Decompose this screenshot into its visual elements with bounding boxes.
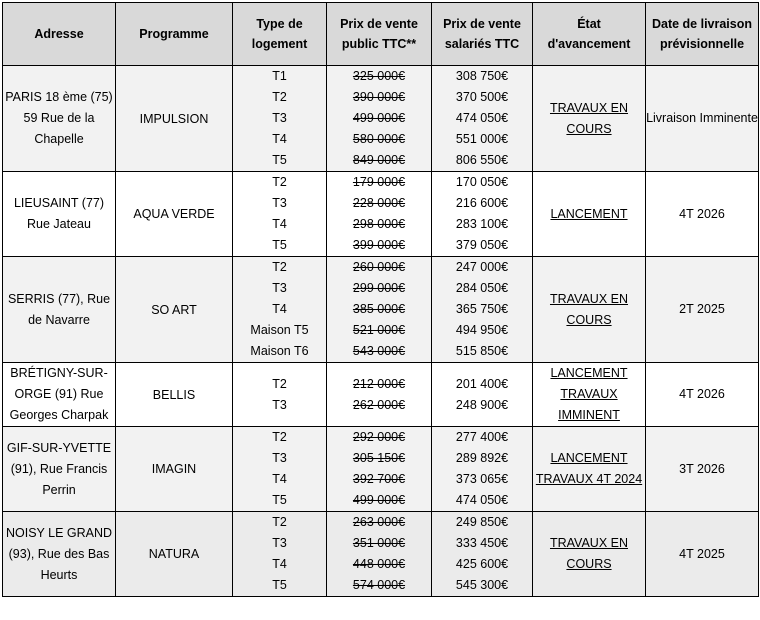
prix-public-value: 580 000€ <box>352 132 406 146</box>
cell-prix-public <box>327 66 432 172</box>
cell-adresse: BRÉTIGNY-SUR-ORGE (91) Rue Georges Charpak <box>3 363 116 427</box>
prix-salaries-value: 474 050€ <box>455 111 509 125</box>
cell-etat <box>533 363 646 427</box>
type-value: Maison T6 <box>250 344 309 358</box>
type-value: Maison T5 <box>250 323 309 337</box>
prix-public-value: 499 000€ <box>352 111 406 125</box>
type-value: T4 <box>272 557 287 571</box>
type-value: T3 <box>272 397 287 412</box>
type-value: T3 <box>272 111 287 125</box>
cell-types <box>233 257 327 363</box>
prix-public-value: 390 000€ <box>352 90 406 104</box>
etat-link[interactable]: LANCEMENT <box>550 206 628 221</box>
prix-public-value: 448 000€ <box>352 557 406 571</box>
prix-salaries-value: 373 065€ <box>455 472 509 486</box>
header-row <box>3 3 759 66</box>
prix-public-value: 298 000€ <box>352 217 406 231</box>
cell-prix-salaries <box>432 512 533 597</box>
cell-programme: IMPULSION <box>116 66 233 172</box>
prix-public-value: 292 000€ <box>352 430 406 444</box>
cell-types <box>233 512 327 597</box>
cell-types <box>233 363 327 427</box>
cell-programme: BELLIS <box>116 363 233 427</box>
cell-programme: IMAGIN <box>116 427 233 512</box>
prix-salaries-value: 379 050€ <box>455 238 509 252</box>
type-value: T2 <box>272 90 287 104</box>
prix-salaries-value: 308 750€ <box>455 69 509 83</box>
cell-prix-public <box>327 172 432 257</box>
prix-salaries-value: 249 850€ <box>455 515 509 529</box>
type-value: T5 <box>272 153 287 167</box>
cell-adresse: GIF-SUR-YVETTE (91), Rue Francis Perrin <box>3 427 116 512</box>
cell-etat <box>533 512 646 597</box>
prix-public-value: 385 000€ <box>352 302 406 316</box>
cell-programme: SO ART <box>116 257 233 363</box>
etat-link[interactable]: TRAVAUX EN COURS <box>549 100 629 136</box>
header-type: Type de logement <box>233 3 327 66</box>
type-value: T2 <box>272 430 287 444</box>
cell-programme: AQUA VERDE <box>116 172 233 257</box>
table-row <box>3 257 759 363</box>
prix-salaries-value: 201 400€ <box>455 376 509 391</box>
prix-public-value: 543 000€ <box>352 344 406 358</box>
cell-adresse: NOISY LE GRAND (93), Rue des Bas Heurts <box>3 512 116 597</box>
prix-salaries-value: 425 600€ <box>455 557 509 571</box>
prix-salaries-value: 283 100€ <box>455 217 509 231</box>
type-value: T2 <box>272 515 287 529</box>
cell-prix-salaries <box>432 257 533 363</box>
prix-public-value: 263 000€ <box>352 515 406 529</box>
type-value: T5 <box>272 493 287 507</box>
table-row <box>3 363 759 427</box>
prix-salaries-value: 515 850€ <box>455 344 509 358</box>
cell-adresse: LIEUSAINT (77) Rue Jateau <box>3 172 116 257</box>
type-value: T3 <box>272 196 287 210</box>
table-row <box>3 66 759 172</box>
prix-public-value: 399 000€ <box>352 238 406 252</box>
prix-public-value: 521 000€ <box>352 323 406 337</box>
type-value: T2 <box>272 260 287 274</box>
cell-date: 4T 2026 <box>646 363 759 427</box>
prix-public-value: 212 000€ <box>352 376 406 391</box>
prix-salaries-value: 248 900€ <box>455 397 509 412</box>
prix-salaries-value: 365 750€ <box>455 302 509 316</box>
cell-prix-salaries <box>432 172 533 257</box>
cell-adresse: SERRIS (77), Rue de Navarre <box>3 257 116 363</box>
prix-public-value: 305 150€ <box>352 451 406 465</box>
cell-date: 2T 2025 <box>646 257 759 363</box>
header-programme: Programme <box>116 3 233 66</box>
prix-salaries-value: 370 500€ <box>455 90 509 104</box>
cell-prix-public <box>327 512 432 597</box>
prix-public-value: 325 000€ <box>352 69 406 83</box>
prix-public-value: 351 000€ <box>352 536 406 550</box>
type-value: T5 <box>272 578 287 592</box>
header-prix-public: Prix de vente public TTC** <box>327 3 432 66</box>
header-adresse: Adresse <box>3 3 116 66</box>
table-row <box>3 512 759 597</box>
type-value: T4 <box>272 132 287 146</box>
etat-link[interactable]: TRAVAUX EN COURS <box>549 291 629 327</box>
programmes-table <box>2 2 759 597</box>
cell-etat <box>533 172 646 257</box>
prix-public-value: 392 700€ <box>352 472 406 486</box>
cell-prix-salaries <box>432 427 533 512</box>
prix-public-value: 499 000€ <box>352 493 406 507</box>
cell-date: 4T 2026 <box>646 172 759 257</box>
header-etat: État d'avancement <box>533 3 646 66</box>
prix-public-value: 260 000€ <box>352 260 406 274</box>
cell-etat <box>533 257 646 363</box>
cell-date: Livraison Imminente <box>646 66 759 172</box>
type-value: T5 <box>272 238 287 252</box>
cell-adresse: PARIS 18 ème (75) 59 Rue de la Chapelle <box>3 66 116 172</box>
header-date: Date de livraison prévisionnelle <box>646 3 759 66</box>
etat-link[interactable]: TRAVAUX EN COURS <box>549 536 629 571</box>
type-value: T3 <box>272 451 287 465</box>
cell-types <box>233 172 327 257</box>
etat-link[interactable]: LANCEMENT TRAVAUX IMMINENT <box>550 366 628 422</box>
type-value: T1 <box>272 69 287 83</box>
cell-etat <box>533 427 646 512</box>
prix-salaries-value: 247 000€ <box>455 260 509 274</box>
prix-salaries-value: 216 600€ <box>455 196 509 210</box>
etat-link[interactable]: LANCEMENT TRAVAUX 4T 2024 <box>535 451 643 486</box>
cell-prix-public <box>327 427 432 512</box>
cell-prix-salaries <box>432 66 533 172</box>
type-value: T2 <box>272 175 287 189</box>
prix-public-value: 299 000€ <box>352 281 406 295</box>
type-value: T4 <box>272 217 287 231</box>
prix-public-value: 228 000€ <box>352 196 406 210</box>
prix-salaries-value: 545 300€ <box>455 578 509 592</box>
cell-programme: NATURA <box>116 512 233 597</box>
cell-prix-public <box>327 363 432 427</box>
type-value: T3 <box>272 536 287 550</box>
type-value: T4 <box>272 302 287 316</box>
prix-salaries-value: 551 000€ <box>455 132 509 146</box>
prix-salaries-value: 494 950€ <box>455 323 509 337</box>
prix-salaries-value: 289 892€ <box>455 451 509 465</box>
prix-public-value: 179 000€ <box>352 175 406 189</box>
type-value: T3 <box>272 281 287 295</box>
prix-salaries-value: 474 050€ <box>455 493 509 507</box>
prix-salaries-value: 277 400€ <box>455 430 509 444</box>
cell-prix-public <box>327 257 432 363</box>
header-prix-salaries: Prix de vente salariés TTC <box>432 3 533 66</box>
table-row <box>3 172 759 257</box>
prix-public-value: 262 000€ <box>352 397 406 412</box>
cell-etat <box>533 66 646 172</box>
type-value: T2 <box>272 376 287 391</box>
type-value: T4 <box>272 472 287 486</box>
cell-types <box>233 427 327 512</box>
prix-salaries-value: 284 050€ <box>455 281 509 295</box>
cell-types <box>233 66 327 172</box>
prix-public-value: 574 000€ <box>352 578 406 592</box>
table-row <box>3 427 759 512</box>
cell-prix-salaries <box>432 363 533 427</box>
prix-salaries-value: 333 450€ <box>455 536 509 550</box>
prix-salaries-value: 170 050€ <box>455 175 509 189</box>
prix-public-value: 849 000€ <box>352 153 406 167</box>
cell-date: 4T 2025 <box>646 512 759 597</box>
prix-salaries-value: 806 550€ <box>455 153 509 167</box>
cell-date: 3T 2026 <box>646 427 759 512</box>
